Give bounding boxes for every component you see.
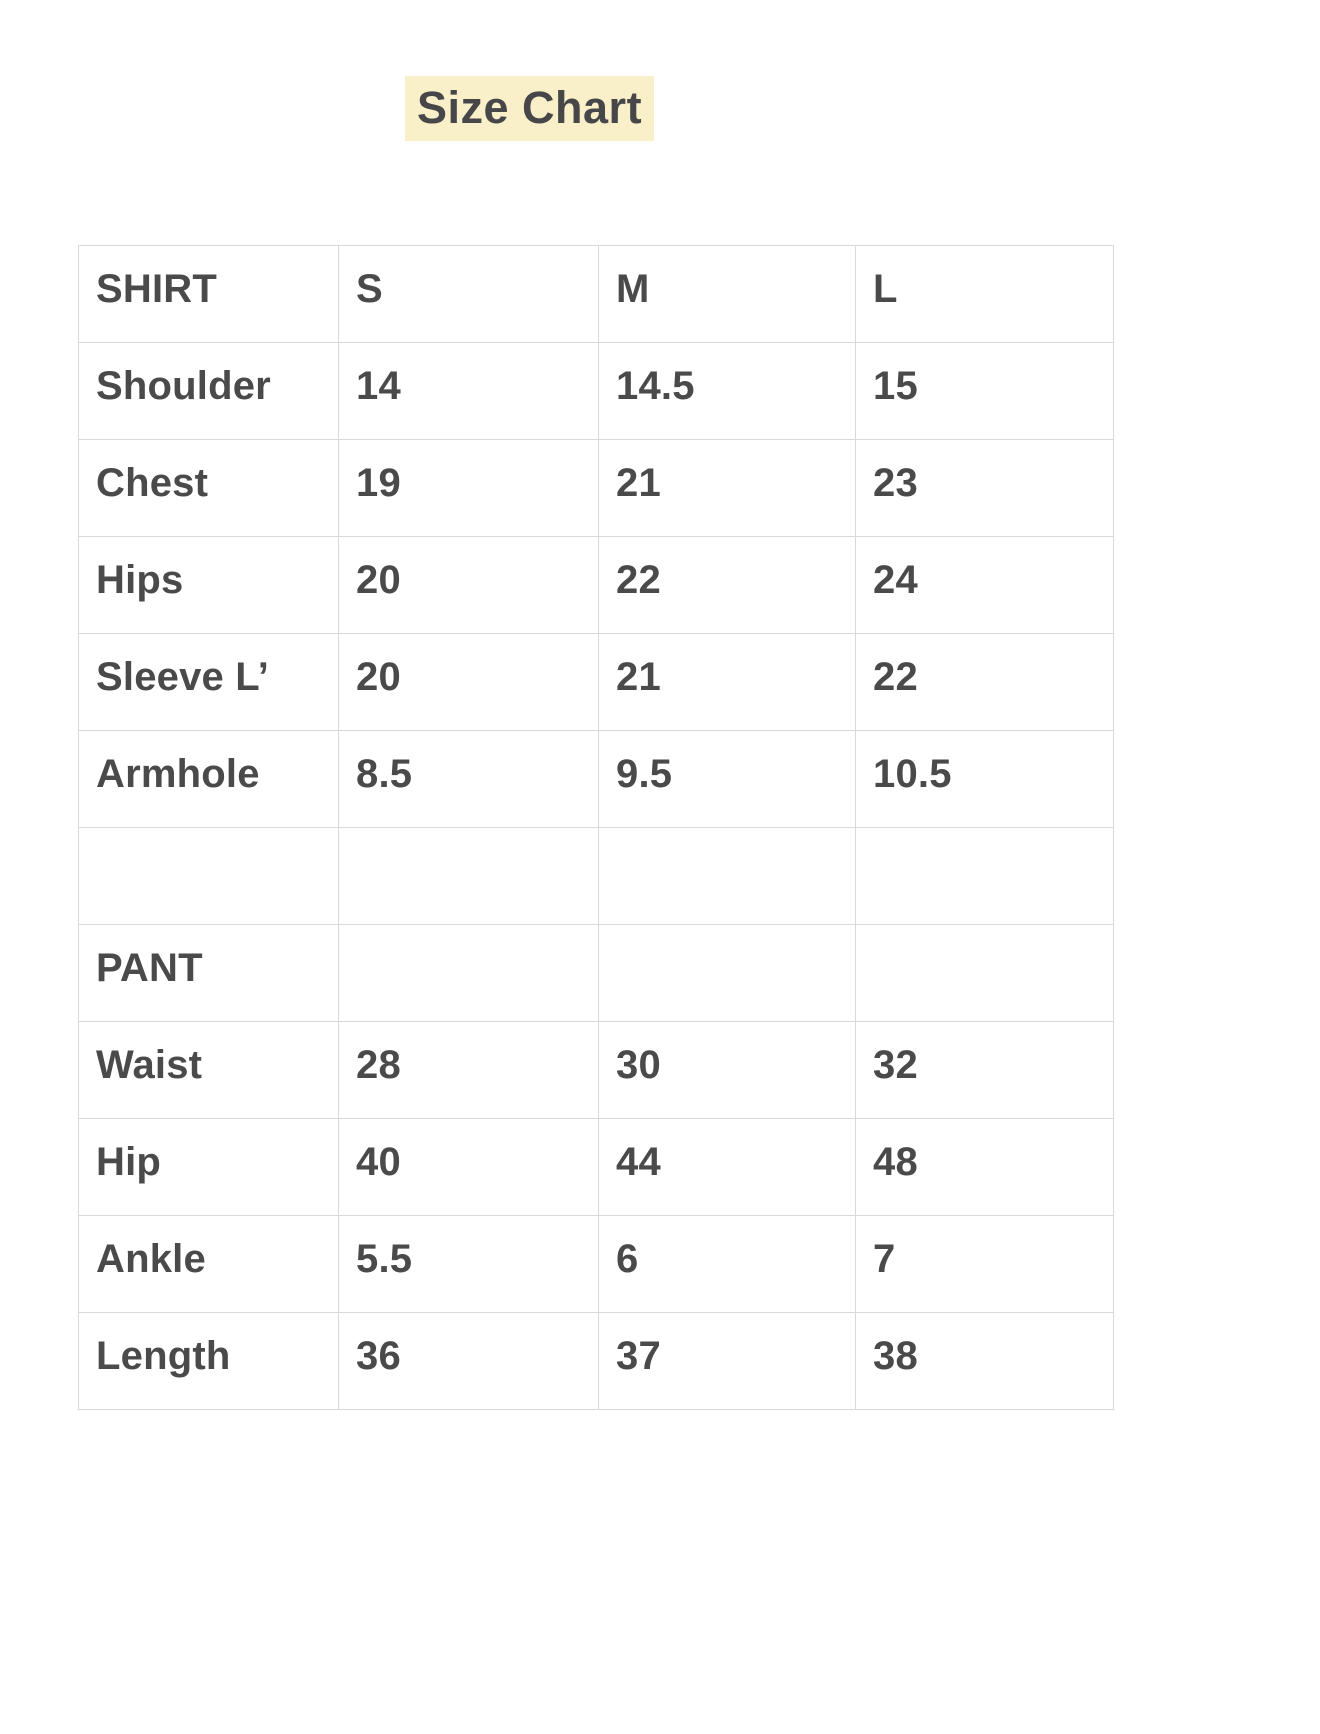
table-row-hip [79, 1119, 1114, 1216]
row-label: Length [79, 1313, 339, 1410]
row-label: Ankle [79, 1216, 339, 1313]
row-label [79, 828, 339, 925]
row-label: PANT [79, 925, 339, 1022]
row-label: Waist [79, 1022, 339, 1119]
table-row-chest [79, 440, 1114, 537]
table-row-length [79, 1313, 1114, 1410]
row-label: Hip [79, 1119, 339, 1216]
cell-value [339, 828, 599, 925]
cell-value: 10.5 [856, 731, 1114, 828]
cell-value: 32 [856, 1022, 1114, 1119]
cell-value: 6 [599, 1216, 856, 1313]
table-row-ankle [79, 1216, 1114, 1313]
row-label: Sleeve L’ [79, 634, 339, 731]
cell-value [599, 925, 856, 1022]
cell-value: 28 [339, 1022, 599, 1119]
row-label: Hips [79, 537, 339, 634]
row-label: Armhole [79, 731, 339, 828]
cell-value: 30 [599, 1022, 856, 1119]
table-row-sleeve-length [79, 634, 1114, 731]
column-header-m: M [599, 246, 856, 343]
cell-value: 48 [856, 1119, 1114, 1216]
row-label: Shoulder [79, 343, 339, 440]
cell-value: 36 [339, 1313, 599, 1410]
column-header-l: L [856, 246, 1114, 343]
cell-value: 38 [856, 1313, 1114, 1410]
cell-value: 9.5 [599, 731, 856, 828]
cell-value [856, 925, 1114, 1022]
cell-value [599, 828, 856, 925]
cell-value: 22 [856, 634, 1114, 731]
cell-value: 44 [599, 1119, 856, 1216]
cell-value: 40 [339, 1119, 599, 1216]
cell-value: 14 [339, 343, 599, 440]
cell-value: 7 [856, 1216, 1114, 1313]
cell-value: 37 [599, 1313, 856, 1410]
cell-value: 21 [599, 440, 856, 537]
table-row-empty [79, 828, 1114, 925]
cell-value: 15 [856, 343, 1114, 440]
table-header-row [79, 246, 1114, 343]
cell-value: 8.5 [339, 731, 599, 828]
cell-value: 20 [339, 537, 599, 634]
table-row-shoulder [79, 343, 1114, 440]
cell-value: 5.5 [339, 1216, 599, 1313]
cell-value [339, 925, 599, 1022]
column-header-shirt: SHIRT [79, 246, 339, 343]
cell-value [856, 828, 1114, 925]
cell-value: 22 [599, 537, 856, 634]
table-row-armhole [79, 731, 1114, 828]
table-row-waist [79, 1022, 1114, 1119]
table-row-hips [79, 537, 1114, 634]
cell-value: 20 [339, 634, 599, 731]
column-header-s: S [339, 246, 599, 343]
page-title: Size Chart [405, 76, 654, 141]
row-label: Chest [79, 440, 339, 537]
cell-value: 24 [856, 537, 1114, 634]
table-row-pant-header [79, 925, 1114, 1022]
cell-value: 19 [339, 440, 599, 537]
cell-value: 21 [599, 634, 856, 731]
cell-value: 23 [856, 440, 1114, 537]
size-chart-table [78, 245, 1114, 1410]
cell-value: 14.5 [599, 343, 856, 440]
